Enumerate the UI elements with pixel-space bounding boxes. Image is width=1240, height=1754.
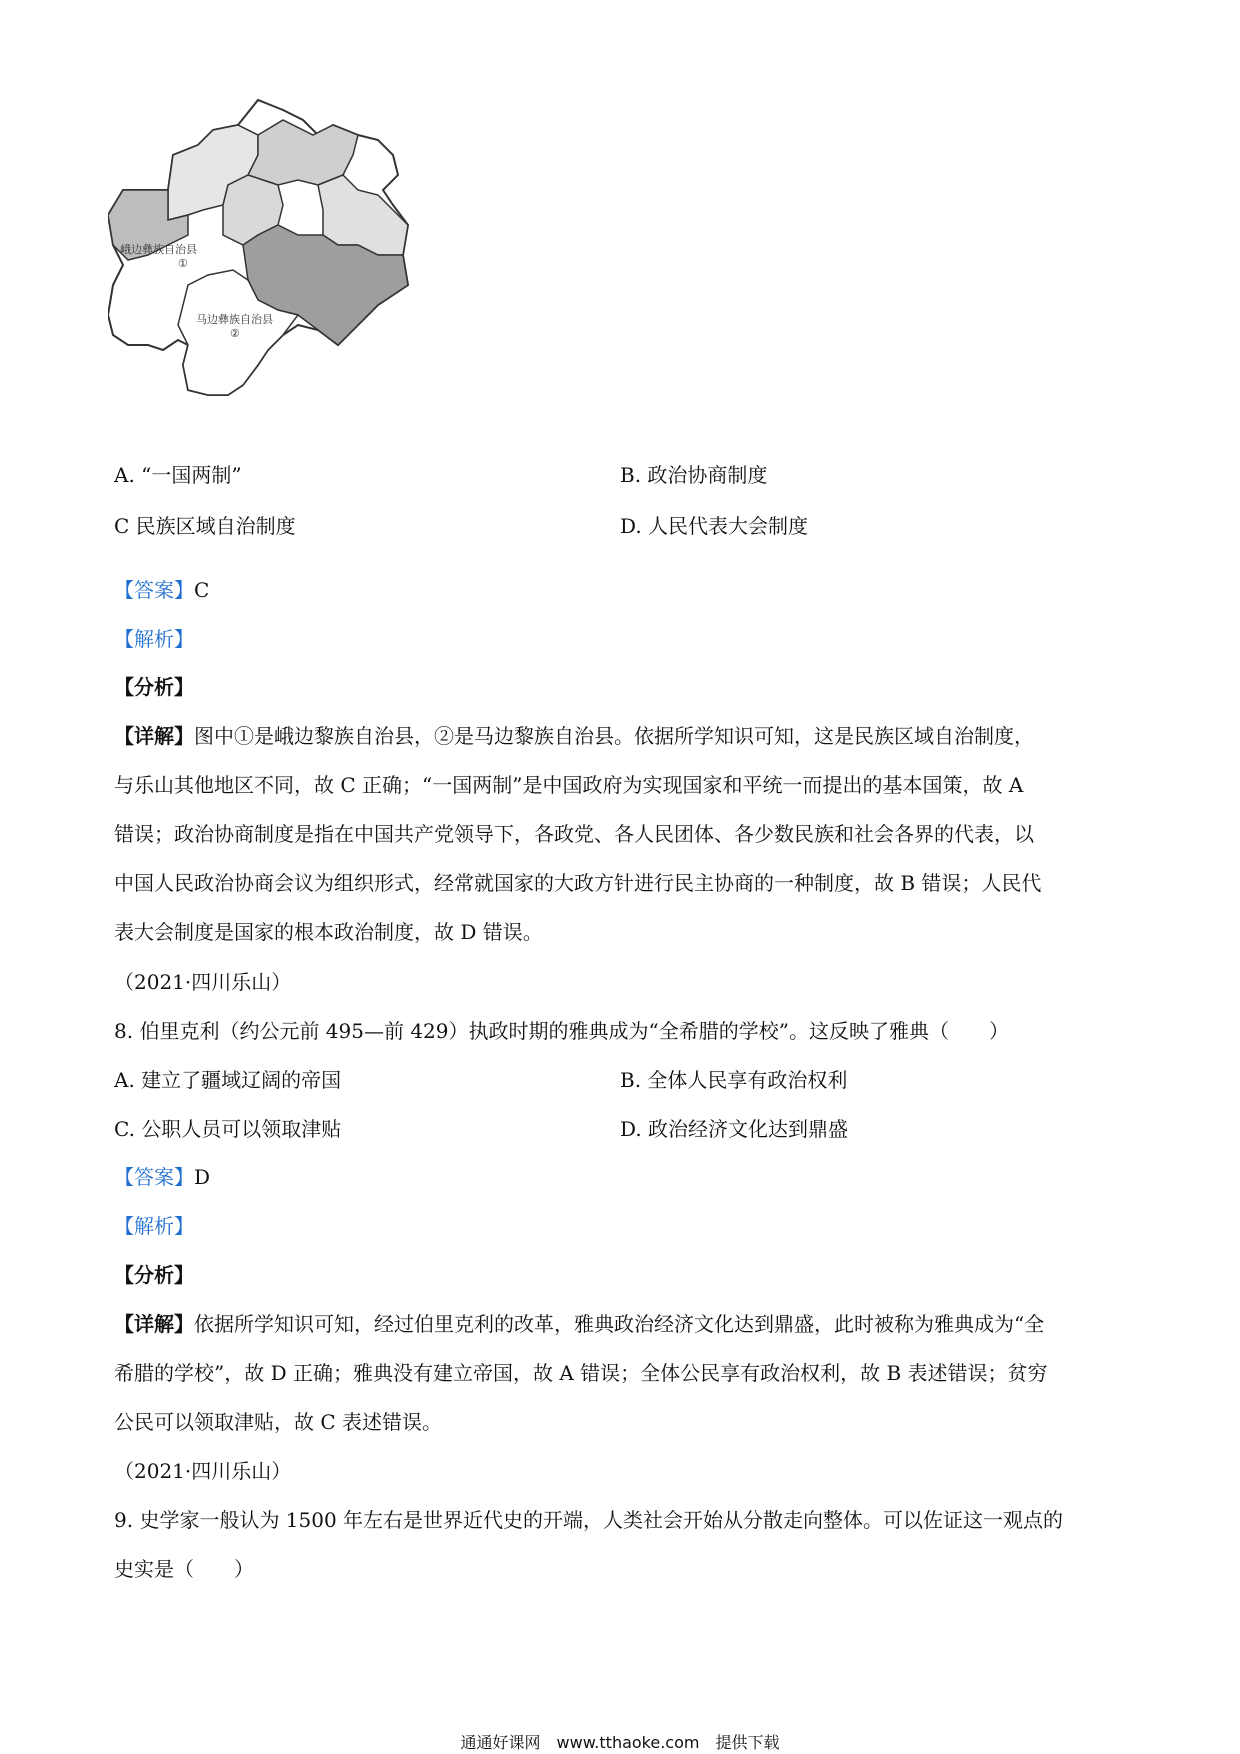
map-mark-2: ② bbox=[230, 327, 240, 340]
q8-option-a: A. 建立了疆域辽阔的帝国 bbox=[114, 1068, 342, 1092]
q7-option-b: B. 政治协商制度 bbox=[620, 463, 768, 487]
detail-tag: 【详解】 bbox=[114, 724, 194, 748]
q8-detail-line-2: 希腊的学校”，故 D 正确；雅典没有建立帝国，故 A 错误；全体公民享有政治权利，故 B 表述错误；贫穷 bbox=[114, 1361, 1048, 1385]
q7-detail-line-3: 错误；政治协商制度是指在中国共产党领导下，各政党、各人民团体、各少数民族和社会各界的代表，以 bbox=[114, 822, 1034, 846]
q9-stem-line-1: 9. 史学家一般认为 1500 年左右是世界近代史的开端，人类社会开始从分散走向整体。可以佐证这一观点的 bbox=[114, 1508, 1064, 1532]
q8-answer bbox=[114, 1165, 210, 1189]
q8-option-b: B. 全体人民享有政治权利 bbox=[620, 1068, 848, 1092]
q7-detail-line-4: 中国人民政治协商会议为组织形式，经常就国家的大政方针进行民主协商的一种制度，故 B 错误；人民代 bbox=[114, 871, 1042, 895]
detail-text: 依据所学知识可知，经过伯里克利的改革，雅典政治经济文化达到鼎盛，此时被称为雅典成为“全 bbox=[194, 1312, 1045, 1336]
q8-option-d: D. 政治经济文化达到鼎盛 bbox=[620, 1117, 849, 1141]
detail-text: 图中①是峨边黎族自治县，②是马边黎族自治县。依据所学知识可知，这是民族区域自治制度， bbox=[194, 724, 1034, 748]
q8-jiexi-tag: 【解析】 bbox=[114, 1214, 194, 1238]
q7-option-a: A. “一国两制” bbox=[114, 463, 242, 487]
leshan-map-figure bbox=[108, 95, 448, 455]
q8-detail-line-3: 公民可以领取津贴，故 C 表述错误。 bbox=[114, 1410, 443, 1434]
footer-watermark: 通通好课网 www.tthaoke.com 提供下载 bbox=[460, 1733, 780, 1752]
q7-jiexi-tag: 【解析】 bbox=[114, 627, 194, 651]
answer-tag: 【答案】 bbox=[114, 578, 194, 602]
q8-detail-line-1 bbox=[114, 1312, 1044, 1336]
q8-fenxi-tag: 【分析】 bbox=[114, 1263, 194, 1287]
map-label-ebian: 峨边彝族自治县 bbox=[120, 243, 197, 256]
source-1: （2021·四川乐山） bbox=[114, 970, 292, 994]
q9-stem-line-2: 史实是（ ） bbox=[114, 1557, 254, 1581]
q7-detail-line-5: 表大会制度是国家的根本政治制度，故 D 错误。 bbox=[114, 920, 543, 944]
q7-fenxi-tag: 【分析】 bbox=[114, 675, 194, 699]
answer-value: C bbox=[194, 578, 210, 602]
q7-answer bbox=[114, 578, 209, 602]
answer-value: D bbox=[194, 1165, 211, 1189]
map-label-mabian: 马边彝族自治县 bbox=[196, 313, 273, 326]
q7-detail-line-1 bbox=[114, 724, 1034, 748]
q7-option-c: C 民族区域自治制度 bbox=[114, 514, 296, 538]
answer-tag: 【答案】 bbox=[114, 1165, 194, 1189]
q8-stem: 8. 伯里克利（约公元前 495—前 429）执政时期的雅典成为“全希腊的学校”。这反映了雅典（ ） bbox=[114, 1019, 1009, 1043]
q7-option-d: D. 人民代表大会制度 bbox=[620, 514, 809, 538]
detail-tag: 【详解】 bbox=[114, 1312, 194, 1336]
map-mark-1: ① bbox=[178, 257, 188, 270]
source-2: （2021·四川乐山） bbox=[114, 1459, 292, 1483]
q7-detail-line-2: 与乐山其他地区不同，故 C 正确；“一国两制”是中国政府为实现国家和平统一而提出的基本国策，故 A bbox=[114, 773, 1024, 797]
q8-option-c: C. 公职人员可以领取津贴 bbox=[114, 1117, 342, 1141]
